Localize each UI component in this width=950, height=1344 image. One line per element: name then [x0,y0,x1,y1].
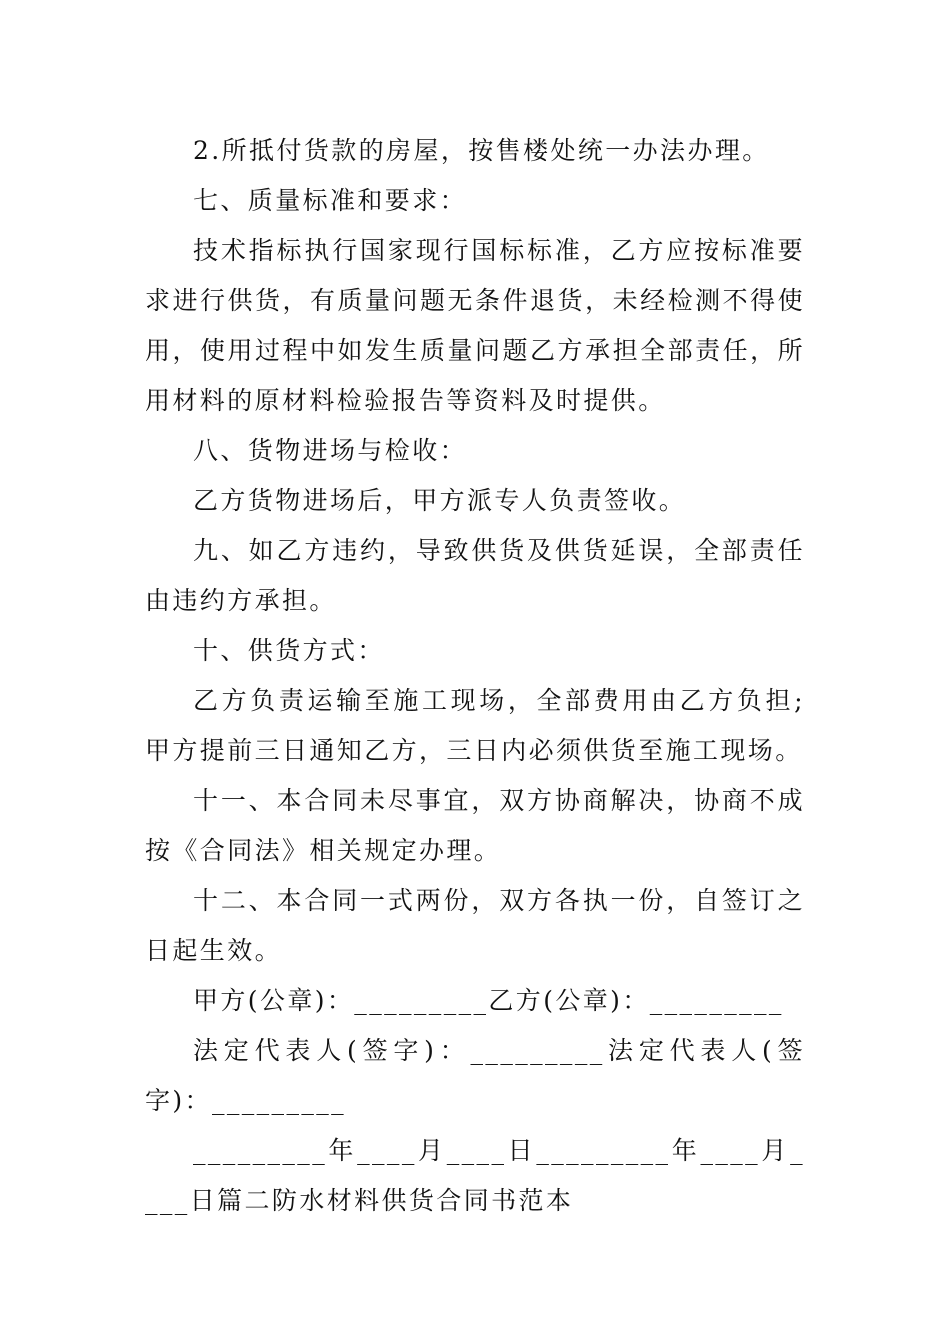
paragraph-breach: 九、如乙方违约，导致供货及供货延误，全部责任由违约方承担。 [145,536,805,615]
paragraph-quality-standard: 技术指标执行国家现行国标标准，乙方应按标准要求进行供货，有质量问题无条件退货，未经检测不得使用，使用过程中如发生质量问题乙方承担全部责任，所用材料的原材料检验报告等资料及时提供。 [145,236,805,415]
heading-quality-standard: 七、质量标准和要求： [193,186,468,215]
heading-goods-inspection: 八、货物进场与检收： [193,436,468,465]
paragraph-supply-method: 乙方负责运输至施工现场，全部费用由乙方负担;甲方提前三日通知乙方，三日内必须供货至施工现场。 [145,686,805,765]
paragraph-unresolved-matters: 十一、本合同未尽事宜，双方协商解决，协商不成按《合同法》相关规定办理。 [145,786,805,865]
paragraph-payment-house: 2.所抵付货款的房屋，按售楼处统一办法办理。 [193,136,770,165]
signature-date-line: _________年____月____日_________年____月____日篇二防水材料供货合同书范本 [145,1136,805,1215]
signature-seal-line: 甲方(公章)：_________乙方(公章)：_________ [193,986,784,1015]
document-page [145,126,805,1226]
paragraph-copies: 十二、本合同一式两份，双方各执一份，自签订之日起生效。 [145,886,805,965]
heading-supply-method: 十、供货方式： [193,636,385,665]
signature-representative-line: 法定代表人(签字)：_________法定代表人(签字)：_________ [145,1036,805,1115]
paragraph-goods-inspection: 乙方货物进场后，甲方派专人负责签收。 [193,486,687,515]
